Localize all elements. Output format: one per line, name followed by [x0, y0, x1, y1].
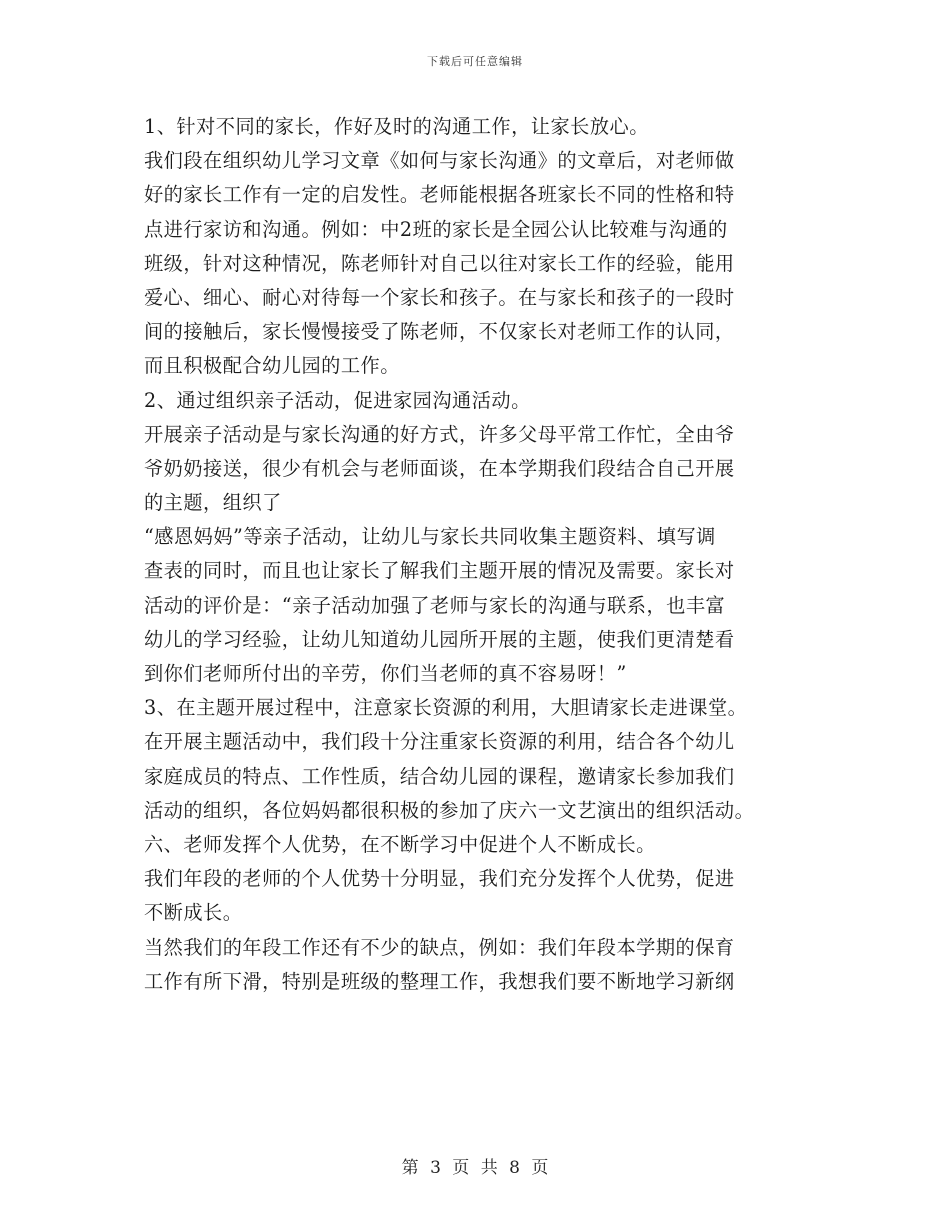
section-heading: 六、老师发挥个人优势，在不断学习中促进个人不断成长。 — [144, 832, 656, 856]
text-line: “感恩妈妈”等亲子活动，让幼儿与家长共同收集主题资料、填写调 — [144, 525, 716, 549]
text-line: 家庭成员的特点、工作性质，结合幼儿园的课程，邀请家长参加我们 — [144, 764, 735, 788]
text-line: 的主题，组织了 — [144, 491, 282, 515]
text-line: 幼儿的学习经验，让幼儿知道幼儿园所开展的主题，使我们更清楚看 — [144, 627, 735, 651]
text-line: 查表的同时，而且也让家长了解我们主题开展的情况及需要。家长对 — [144, 559, 735, 583]
text-line: 开展亲子活动是与家长沟通的好方式，许多父母平常工作忙，全由爷 — [144, 422, 735, 446]
text-line: 不断成长。 — [144, 901, 243, 925]
text-line: 爷奶奶接送，很少有机会与老师面谈，在本学期我们段结合自己开展 — [144, 456, 735, 480]
text-line: 好的家长工作有一定的启发性。老师能根据各班家长不同的性格和特 — [144, 183, 735, 207]
text-line: 当然我们的年段工作还有不少的缺点，例如：我们年段本学期的保育 — [144, 935, 735, 959]
text-line: 爱心、细心、耐心对待每一个家长和孩子。在与家长和孩子的一段时 — [144, 285, 735, 309]
section-heading: 2、通过组织亲子活动，促进家园沟通活动。 — [144, 388, 531, 412]
text-line: 而且积极配合幼儿园的工作。 — [144, 354, 400, 378]
section-heading: 3、在主题开展过程中，注意家长资源的利用，大胆请家长走进课堂。 — [144, 696, 748, 720]
text-line: 我们年段的老师的个人优势十分明显，我们充分发挥个人优势，促进 — [144, 867, 735, 891]
text-line: 班级，针对这种情况，陈老师针对自己以往对家长工作的经验，能用 — [144, 251, 735, 275]
page-footer: 第 3 页 共 8 页 — [401, 1158, 549, 1178]
text-line: 到你们老师所付出的辛劳，你们当老师的真不容易呀！” — [144, 662, 627, 685]
text-line: 间的接触后，家长慢慢接受了陈老师，不仅家长对老师工作的认同， — [144, 320, 735, 344]
text-line: 活动的组织，各位妈妈都很积极的参加了庆六一文艺演出的组织活动。 — [144, 798, 755, 822]
text-line: 活动的评价是：“亲子活动加强了老师与家长的沟通与联系，也丰富 — [144, 593, 726, 617]
text-line: 1、针对不同的家长，作好及时的沟通工作，让家长放心。 — [144, 115, 649, 138]
text-line: 我们段在组织幼儿学习文章《如何与家长沟通》的文章后，对老师做 — [144, 149, 735, 173]
text-line: 在开展主题活动中，我们段十分注重家长资源的利用，结合各个幼儿 — [144, 730, 735, 754]
document-body — [144, 110, 804, 999]
page-header: 下载后可任意编辑 — [427, 55, 523, 68]
text-line: 点进行家访和沟通。例如：中2班的家长是全园公认比较难与沟通的 — [144, 217, 728, 241]
text-line: 工作有所下滑，特别是班级的整理工作，我想我们要不断地学习新纲 — [144, 969, 735, 993]
